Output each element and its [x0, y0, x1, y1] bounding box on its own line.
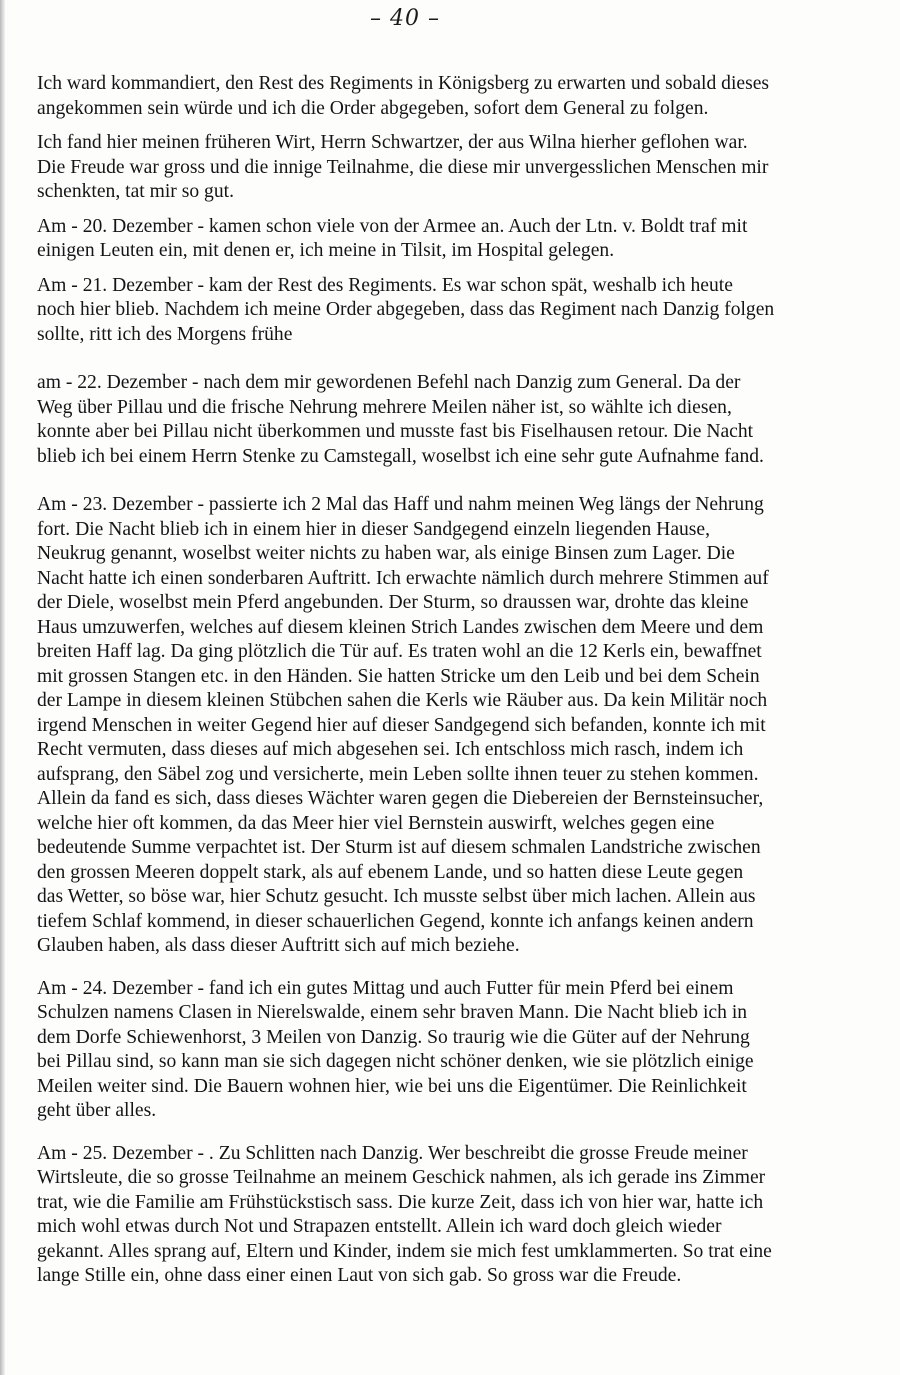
- text-line: Haus umzuwerfen, welches auf diesem kleinen Strich Landes zwischen dem Meere und dem: [37, 616, 764, 638]
- text-line: konnte aber bei Pillau nicht überkommen und musste fast bis Fiselhausen retour. Die Nacht: [37, 421, 754, 442]
- text-line: einigen Leuten ein, mit denen er, ich meine in Tilsit, im Hospital gelegen.: [37, 240, 615, 261]
- text-line: breiten Haff lag. Da ging plötzlich die Tür auf. Es traten wohl an die 12 Kerls ein, bewaffnet: [37, 641, 762, 662]
- text-line: schenkten, tat mir so gut.: [37, 181, 234, 202]
- text-line: bei Pillau sind, so kann man sie sich dagegen nicht schöner denken, wie sie plötzlich einige: [37, 1051, 754, 1072]
- text-line: Am - 24. Dezember - fand ich ein gutes Mittag und auch Futter für mein Pferd bei einem: [37, 977, 734, 999]
- text-line: lange Stille ein, ohne dass einer einen Laut von sich gab. So gross war die Freude.: [37, 1265, 682, 1286]
- text-line: Ich ward kommandiert, den Rest des Regiments in Königsberg zu erwarten und sobald dieses: [37, 73, 770, 94]
- text-line: trat, wie die Familie am Frühstückstisch sass. Die kurze Zeit, dass ich von hier war, hatte ich: [37, 1191, 764, 1213]
- text-line: Meilen weiter sind. Die Bauern wohnen hier, wie bei uns die Eigentümer. Die Reinlichkeit: [37, 1075, 747, 1097]
- text-line: noch hier blieb. Nachdem ich meine Order abgegeben, dass das Regiment nach Danzig folgen: [37, 299, 775, 320]
- text-line: Wirtsleute, die so grosse Teilnahme an meinem Geschick nahmen, als ich gerade ins Zimmer: [37, 1167, 766, 1188]
- text-line: Am - 20. Dezember - kamen schon viele von der Armee an. Auch der Ltn. v. Boldt traf mit: [37, 215, 748, 237]
- text-line: den grossen Meeren doppelt stark, als auf ebenem Lande, und so hatten diese Leute gegen: [37, 861, 744, 883]
- text-line: aufsprang, den Säbel zog und versicherte, mein Leben sollte ihnen teuer zu stehen kommen.: [37, 763, 759, 785]
- page-edge-shadow: [0, 0, 5, 1375]
- text-line: sollte, ritt ich des Morgens frühe: [37, 323, 293, 345]
- paragraph-dec-25: [37, 1142, 887, 1289]
- text-line: irgend Menschen in weiter Gegend hier auf dieser Sandgegend sich befanden, konnte ich mit: [37, 714, 766, 736]
- text-line: angekommen sein würde und ich die Order abgegeben, sofort dem General zu folgen.: [37, 97, 709, 119]
- text-line: Glauben haben, als dass dieser Auftritt sich auf mich beziehe.: [37, 935, 520, 956]
- text-line: Die Freude war gross und die innige Teilnahme, die diese mir unvergesslichen Menschen mir: [37, 156, 769, 178]
- text-line: Ich fand hier meinen früheren Wirt, Herrn Schwartzer, der aus Wilna hierher geflohen war.: [37, 132, 748, 153]
- paragraph-dec-21: [37, 274, 887, 348]
- body-text: [37, 72, 887, 1299]
- text-line: das Wetter, so böse war, hier Schutz gesucht. Ich musste selbst über mich lachen. Allein aus: [37, 886, 756, 907]
- text-line: welche hier oft kommen, da das Meer hier viel Bernstein auswirft, welches gegen eine: [37, 812, 715, 834]
- text-line: mich wohl etwas durch Not und Strapazen entstellt. Allein ich ward doch gleich wieder: [37, 1216, 722, 1237]
- text-line: blieb ich bei einem Herrn Stenke zu Camstegall, woselbst ich eine sehr gute Aufnahme fand.: [37, 445, 764, 467]
- text-line: geht über alles.: [37, 1100, 157, 1121]
- text-line: bedeutende Summe verpachtet ist. Der Sturm ist auf diesem schmalen Landstriche zwischen: [37, 837, 761, 858]
- text-line: mit grossen Stangen etc. in den Händen. Sie hatten Stricke um den Leib und bei dem Schein: [37, 665, 760, 687]
- text-line: Nacht hatte ich einen sonderbaren Auftritt. Ich erwachte nämlich durch mehrere Stimmen auf: [37, 567, 769, 589]
- text-line: Allein da fand es sich, dass dieses Wächter waren gegen die Diebereien der Bernsteinsucher,: [37, 788, 764, 809]
- text-line: fort. Die Nacht blieb ich in einem hier in dieser Sandgegend einzeln liegenden Hause,: [37, 518, 711, 540]
- paragraph-schwartzer: [37, 131, 887, 205]
- paragraph-dec-24: [37, 977, 887, 1124]
- text-line: Weg über Pillau und die frische Nehrung mehrere Meilen näher ist, so wählte ich diesen,: [37, 396, 732, 418]
- text-line: Recht vermuten, dass dieses auf mich abgesehen sei. Ich entschloss mich rasch, indem ich: [37, 739, 744, 760]
- paragraph-dec-23: [37, 493, 887, 959]
- text-line: Am - 23. Dezember - passierte ich 2 Mal das Haff und nahm meinen Weg längs der Nehrung: [37, 494, 764, 515]
- text-line: der Diele, woselbst mein Pferd angebunden. Der Sturm, so draussen war, drohte das kleine: [37, 592, 749, 613]
- text-line: Schulzen namens Clasen in Nierelswalde, einem sehr braven Mann. Die Nacht blieb ich in: [37, 1002, 748, 1023]
- page-number: – 40 –: [370, 6, 440, 31]
- paragraph-dec-22: [37, 371, 887, 469]
- text-line: Am - 25. Dezember - . Zu Schlitten nach Danzig. Wer beschreibt die grosse Freude meiner: [37, 1142, 748, 1164]
- text-line: Am - 21. Dezember - kam der Rest des Regiments. Es war schon spät, weshalb ich heute: [37, 274, 733, 296]
- text-line: Neukrug genannt, woselbst weiter nichts zu haben war, als einige Binsen zum Lager. Die: [37, 543, 735, 564]
- text-line: dem Dorfe Schiewenhorst, 3 Meilen von Danzig. So traurig wie die Güter auf der Nehrung: [37, 1026, 750, 1048]
- text-line: tiefem Schlaf kommend, in dieser schauerlichen Gegend, konnte ich anfangs keinen andern: [37, 910, 754, 932]
- paragraph-order: [37, 72, 887, 121]
- paragraph-dec-20: [37, 215, 887, 264]
- text-line: der Lampe in diesem kleinen Stübchen sahen die Kerls wie Räuber aus. Da kein Militär noch: [37, 690, 768, 711]
- text-line: gekannt. Alles sprang auf, Eltern und Kinder, indem sie mich fest umklammerten. So trat eine: [37, 1240, 772, 1262]
- text-line: am - 22. Dezember - nach dem mir gewordenen Befehl nach Danzig zum General. Da der: [37, 372, 741, 393]
